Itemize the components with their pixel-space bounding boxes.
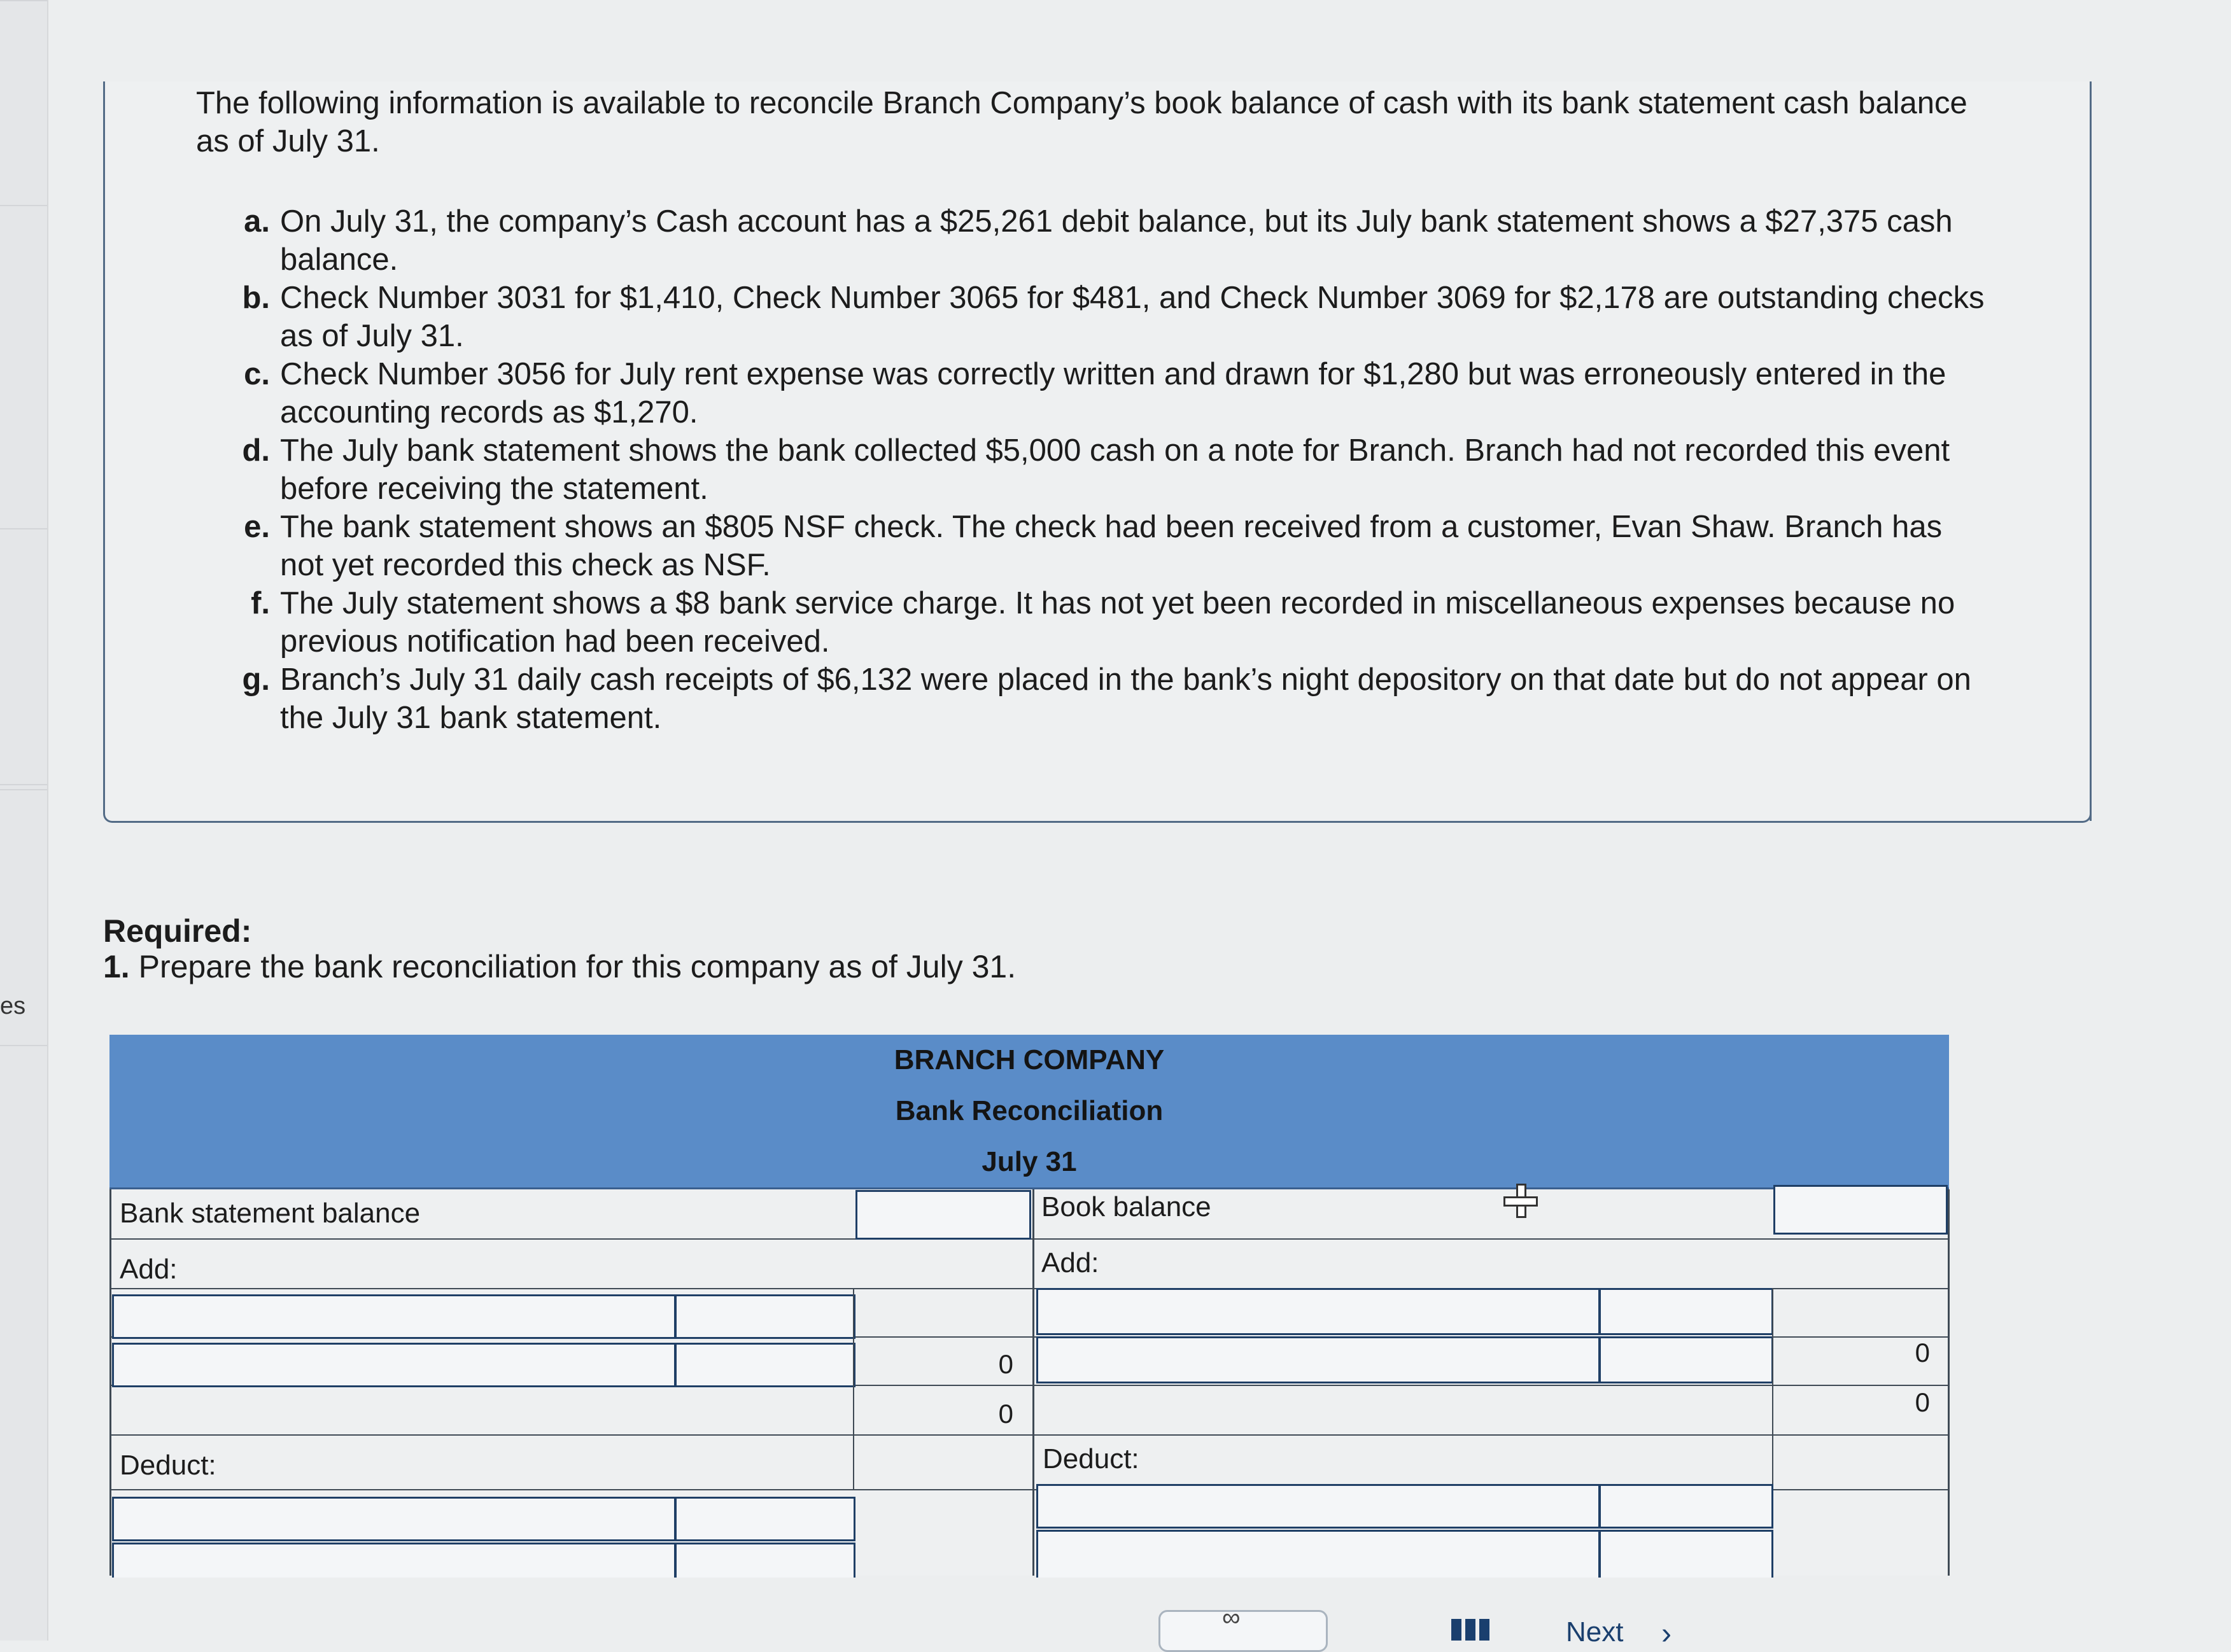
problem-item-f <box>251 584 1986 661</box>
book-deduct-amount-input[interactable] <box>1599 1530 1773 1578</box>
bank-deduct-label: Deduct: <box>120 1450 216 1481</box>
item-letter: c. <box>244 357 270 391</box>
problem-item-c <box>244 355 1986 431</box>
problem-intro: The following information is available to reconcile Branch Company’s book balance of cash with its bank statement cash balance as of July 31. <box>196 86 1967 158</box>
book-balance-input[interactable] <box>1773 1185 1948 1235</box>
book-add-description-input[interactable] <box>1036 1288 1600 1335</box>
chevron-right-icon[interactable]: › <box>1661 1617 1671 1651</box>
bottom-navigation <box>955 1604 1719 1651</box>
bank-add-subtotal: 0 <box>998 1349 1013 1379</box>
bank-statement-balance-input[interactable] <box>855 1190 1031 1240</box>
sidebar-tab[interactable] <box>0 0 47 206</box>
book-add-amount-input[interactable] <box>1599 1288 1773 1335</box>
book-adjusted-subtotal: 0 <box>1915 1387 1930 1417</box>
required-item <box>103 948 1016 985</box>
item-text: On July 31, the company’s Cash account has a $25,261 debit balance, but its July bank statement shows a $27,375 cash balance. <box>280 204 1953 277</box>
report-date-header: July 31 <box>109 1137 1949 1189</box>
item-text: Branch’s July 31 daily cash receipts of $6,132 were placed in the bank’s night depository on that date but do not appear on the July 31 bank statement. <box>280 662 1971 735</box>
book-add-amount-input[interactable] <box>1599 1336 1773 1383</box>
left-sidebar <box>0 0 48 1641</box>
move-cursor-icon <box>1503 1184 1538 1218</box>
company-name-header: BRANCH COMPANY <box>109 1035 1949 1088</box>
link-icon: ∞ <box>1222 1604 1241 1632</box>
item-text: The July bank statement shows the bank collected $5,000 cash on a note for Branch. Branch had not recorded this event before receiving the statement. <box>280 433 1950 506</box>
item-letter: b. <box>242 281 270 315</box>
bank-deduct-description-input[interactable] <box>112 1543 676 1578</box>
item-text: Check Number 3056 for July rent expense was correctly written and drawn for $1,280 but was erroneously entered in the accounting records as $1,270. <box>280 357 1946 430</box>
sidebar-tab[interactable] <box>0 528 47 785</box>
item-text: The bank statement shows an $805 NSF check. The check had been received from a customer, Evan Shaw. Branch has not yet recorded this check as NSF. <box>280 510 1943 582</box>
problem-item-e <box>244 508 1986 584</box>
required-heading: Required: <box>103 913 252 949</box>
book-add-label: Add: <box>1041 1247 1099 1278</box>
required-text: Prepare the bank reconciliation for this company as of July 31. <box>138 949 1017 984</box>
problem-item-b <box>242 279 1986 355</box>
book-balance-label: Book balance <box>1041 1191 1211 1222</box>
sidebar-label: es <box>0 993 26 1019</box>
item-text: The July statement shows a $8 bank service charge. It has not yet been recorded in miscellaneous expenses because no previous notification had been received. <box>280 586 1955 659</box>
book-deduct-label: Deduct: <box>1043 1443 1139 1474</box>
book-deduct-amount-input[interactable] <box>1599 1484 1773 1529</box>
grid-icon[interactable] <box>1451 1619 1489 1641</box>
page-selector[interactable] <box>1158 1610 1328 1652</box>
book-deduct-description-input[interactable] <box>1036 1530 1600 1578</box>
bank-add-amount-input[interactable] <box>675 1294 855 1339</box>
bank-statement-balance-label: Bank statement balance <box>120 1198 421 1229</box>
report-title-header: Bank Reconciliation <box>109 1086 1949 1138</box>
item-letter: a. <box>244 204 270 239</box>
next-button[interactable]: Next <box>1566 1616 1624 1648</box>
bank-add-description-input[interactable] <box>112 1343 676 1387</box>
item-letter: d. <box>242 433 270 468</box>
item-letter: f. <box>251 586 270 620</box>
bank-add-label: Add: <box>120 1254 178 1285</box>
bank-deduct-description-input[interactable] <box>112 1497 676 1541</box>
bank-add-amount-input[interactable] <box>675 1343 855 1387</box>
bank-add-description-input[interactable] <box>112 1294 676 1339</box>
problem-item-d <box>242 431 1986 508</box>
required-number: 1. <box>103 949 130 984</box>
book-add-subtotal: 0 <box>1915 1338 1930 1368</box>
bank-deduct-amount-input[interactable] <box>675 1497 855 1541</box>
item-text: Check Number 3031 for $1,410, Check Number 3065 for $481, and Check Number 3069 for $2,178 are outstanding checks as of July 31. <box>280 281 1985 353</box>
problem-item-g <box>242 661 1986 737</box>
book-add-description-input[interactable] <box>1036 1336 1600 1383</box>
book-deduct-description-input[interactable] <box>1036 1484 1600 1529</box>
item-letter: e. <box>244 510 270 544</box>
bank-adjusted-subtotal: 0 <box>998 1399 1013 1429</box>
item-letter: g. <box>242 662 270 697</box>
problem-item-a <box>244 202 1986 279</box>
bank-deduct-amount-input[interactable] <box>675 1543 855 1578</box>
bank-reconciliation-table <box>109 1035 1949 1576</box>
